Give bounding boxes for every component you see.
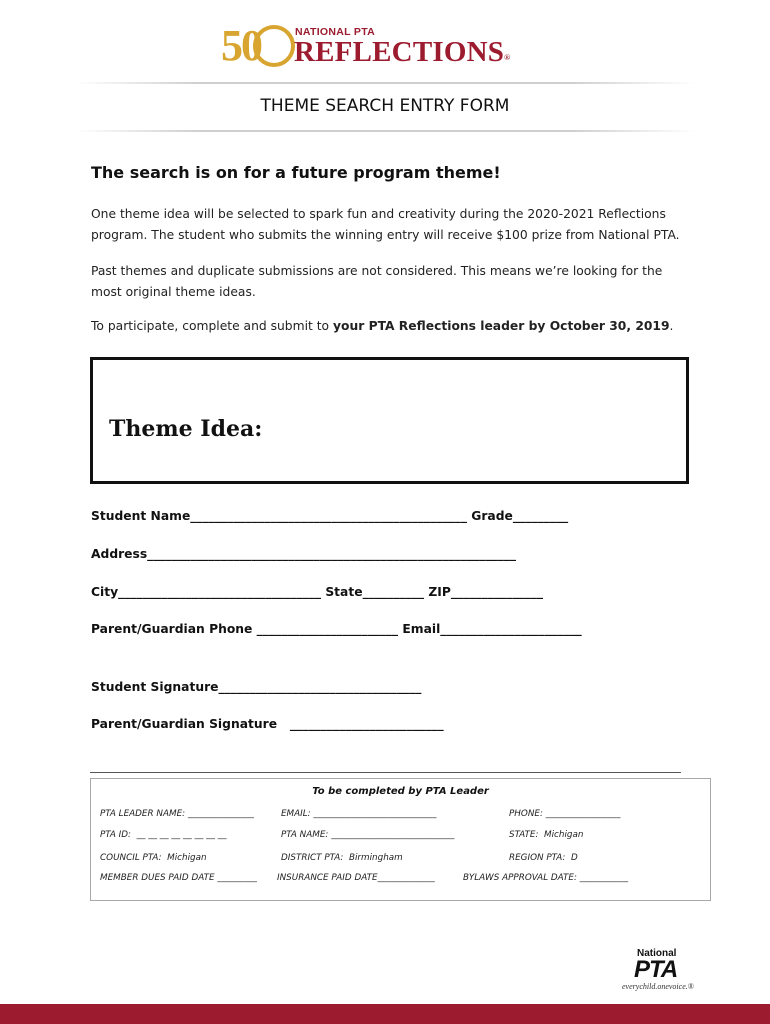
pta-id-field[interactable]: PTA ID: __ __ __ __ __ __ __ __: [100, 830, 227, 840]
region-pta-value: REGION PTA: D: [509, 853, 578, 863]
logo-registered-mark: ®: [504, 53, 511, 62]
parent-signature-field[interactable]: Parent/Guardian Signature _________________________: [91, 717, 444, 731]
form-title: THEME SEARCH ENTRY FORM: [260, 96, 510, 116]
district-pta-value: DISTRICT PTA: Birmingham: [281, 853, 403, 863]
theme-idea-label: Theme Idea:: [109, 416, 263, 442]
pta-leader-box: [90, 778, 711, 901]
submit-end: .: [669, 319, 674, 333]
intro-paragraph: One theme idea will be selected to spark fun and creativity during the 2020-2021 Reflections program. The student who submits the winning entry will receive $100 prize from National PTA.: [91, 207, 680, 242]
student-signature-field[interactable]: Student Signature_________________________________: [91, 680, 422, 694]
rules-paragraph: Past themes and duplicate submissions are not considered. This means we’re looking for the most original theme ideas.: [91, 264, 663, 299]
logo-program-name: [294, 36, 510, 68]
logo-national-text: National: [637, 948, 677, 959]
logo-ring-icon: [253, 25, 295, 67]
pta-name-field[interactable]: PTA NAME: ____________________________: [281, 830, 455, 840]
submit-lead: To participate, complete and submit to: [91, 319, 333, 333]
national-pta-logo: [622, 948, 702, 994]
title-divider: [75, 130, 695, 132]
leader-section-divider: [90, 772, 681, 773]
reflections-logo: [221, 22, 521, 70]
header-divider: [75, 82, 695, 84]
bylaws-date-field[interactable]: BYLAWS APPROVAL DATE: ___________: [463, 873, 629, 883]
member-dues-date-field[interactable]: MEMBER DUES PAID DATE _________: [100, 873, 257, 883]
logo-program-text: REFLECTIONS: [294, 36, 505, 68]
logo-pta-text: PTA: [634, 956, 678, 983]
state-value: STATE: Michigan: [509, 830, 584, 840]
city-state-zip-field[interactable]: City_________________________________ State__________ ZIP_______________: [91, 585, 544, 599]
logo-fifty: 50: [221, 21, 261, 70]
insurance-date-field[interactable]: INSURANCE PAID DATE_____________: [277, 873, 435, 883]
logo-org-name: NATIONAL PTA: [295, 26, 376, 38]
submit-deadline: your PTA Reflections leader by October 30, 2019: [333, 319, 670, 333]
pta-leader-name-field[interactable]: PTA LEADER NAME: _______________: [100, 809, 254, 819]
leader-email-field[interactable]: EMAIL: ____________________________: [281, 809, 437, 819]
headline: The search is on for a future program theme!: [91, 163, 501, 182]
theme-idea-box[interactable]: [90, 357, 689, 484]
logo-tagline: everychild.onevoice.®: [622, 982, 694, 991]
council-pta-value: COUNCIL PTA: Michigan: [100, 853, 207, 863]
submit-paragraph: [91, 316, 691, 337]
leader-section-title: To be completed by PTA Leader: [312, 786, 489, 797]
leader-phone-field[interactable]: PHONE: _________________: [509, 809, 621, 819]
address-field[interactable]: Address____________________________________________________________: [91, 547, 517, 561]
phone-email-field[interactable]: Parent/Guardian Phone _______________________ Email_______________________: [91, 622, 582, 636]
footer-bar: [0, 1004, 770, 1024]
student-name-grade-field[interactable]: Student Name_____________________________________________ Grade_________: [91, 509, 569, 523]
